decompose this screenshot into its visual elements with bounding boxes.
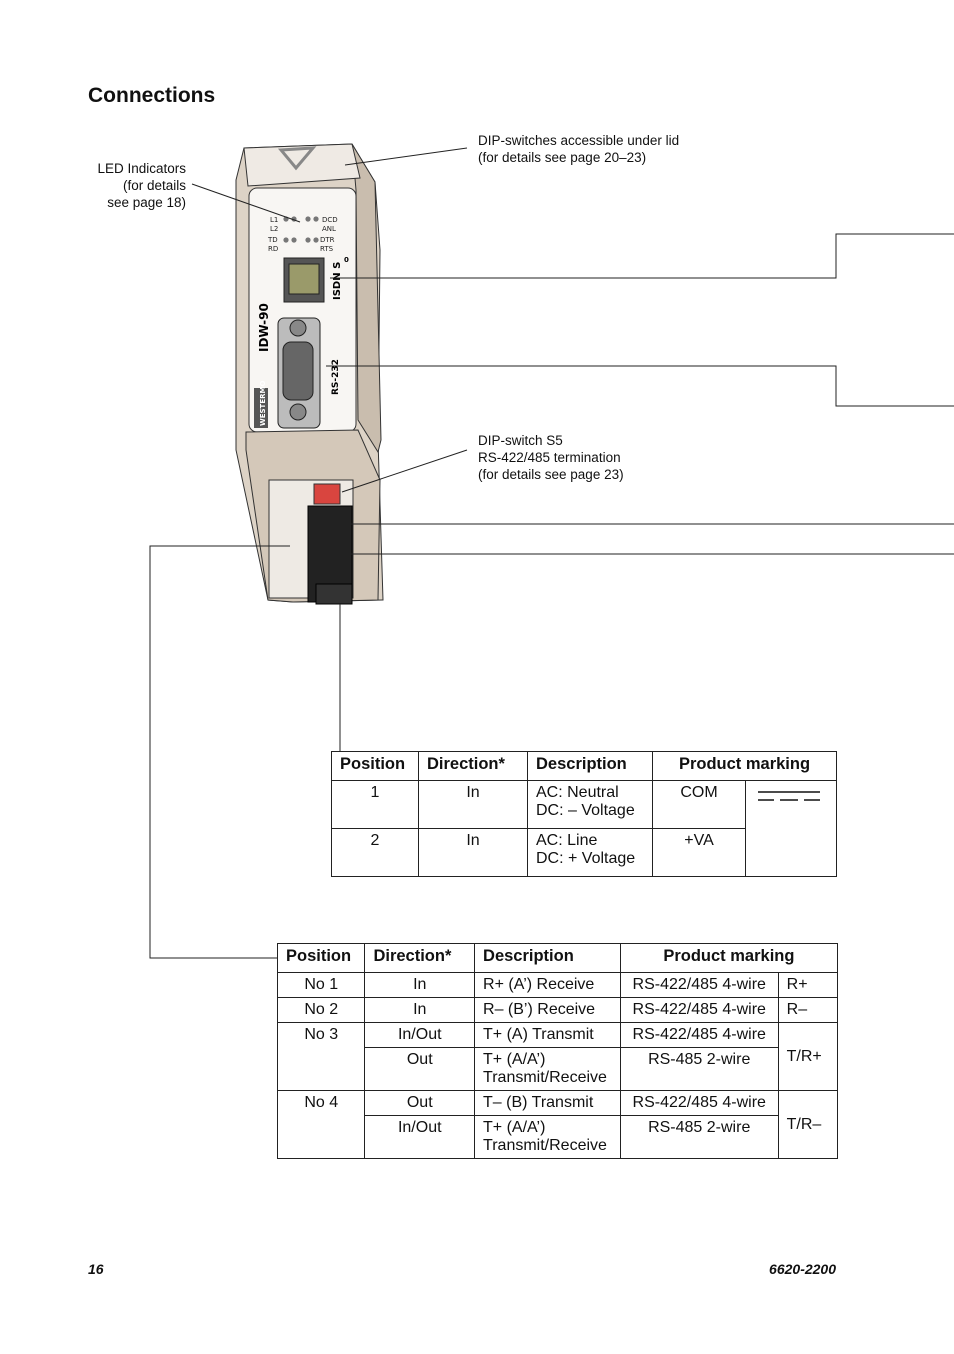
cell-direction: In: [365, 998, 475, 1023]
led-indicators-callout: LED Indicators (for details see page 18): [97, 161, 186, 210]
cell-symbol: T/R–: [778, 1091, 837, 1159]
cell-description: AC: Line DC: + Voltage: [528, 829, 653, 877]
col-header-description: Description: [528, 752, 653, 781]
col-header-direction: Direction*: [419, 752, 528, 781]
col-header-position: Position: [278, 944, 365, 973]
isdn-label: ISDN S: [332, 261, 343, 300]
cell-direction: Out: [365, 1091, 475, 1116]
table-header-row: [278, 944, 838, 973]
cell-description: T+ (A/A’) Transmit/Receive: [475, 1116, 621, 1159]
cell-marking: RS-485 2-wire: [620, 1116, 778, 1159]
cell-description: T+ (A/A’) Transmit/Receive: [475, 1048, 621, 1091]
table-row: [278, 998, 838, 1023]
led-label-dtr: DTR: [320, 236, 335, 244]
led-label-rts: RTS: [320, 245, 334, 253]
page-number: 16: [88, 1261, 104, 1277]
col-header-marking: Product marking: [620, 944, 837, 973]
isdn-port: [284, 256, 349, 302]
cell-symbol: R–: [778, 998, 837, 1023]
cell-marking: RS-422/485 4-wire: [620, 998, 778, 1023]
table-row: [278, 1091, 838, 1116]
cell-direction: In: [419, 829, 528, 877]
cell-description: R+ (A’) Receive: [475, 973, 621, 998]
cell-direction: In/Out: [365, 1023, 475, 1048]
table-row: [332, 781, 837, 829]
cell-symbol: R+: [778, 973, 837, 998]
cell-marking: RS-422/485 4-wire: [620, 973, 778, 998]
led-label-l2: L2: [270, 225, 279, 233]
table-row: [278, 1023, 838, 1048]
led-label-td: TD: [268, 236, 278, 244]
dip-switches-lid-callout: DIP-switches accessible under lid (for details see page 20–23): [478, 133, 680, 165]
cell-description: R– (B’) Receive: [475, 998, 621, 1023]
cell-marking: +VA: [653, 829, 746, 877]
cell-direction: Out: [365, 1048, 475, 1091]
cell-position: No 4: [278, 1091, 365, 1159]
led-label-rd: RD: [268, 245, 279, 253]
cell-description: T+ (A) Transmit: [475, 1023, 621, 1048]
cell-symbol: T/R+: [778, 1023, 837, 1091]
cell-position: 1: [332, 781, 419, 829]
cell-position: No 1: [278, 973, 365, 998]
dc-symbol-icon: [754, 784, 824, 814]
col-header-direction: Direction*: [365, 944, 475, 973]
led-label-l1: L1: [270, 216, 279, 224]
power-connections-table: [331, 751, 837, 877]
table-row: [278, 973, 838, 998]
rs232-label: RS-232: [331, 359, 341, 395]
brand-label: WESTERMO: [259, 380, 267, 426]
cell-marking: RS-422/485 4-wire: [620, 1023, 778, 1048]
led-label-anl: ANL: [322, 225, 336, 233]
col-header-description: Description: [475, 944, 621, 973]
document-number: 6620-2200: [769, 1261, 836, 1277]
cell-description: AC: Neutral DC: – Voltage: [528, 781, 653, 829]
rs485-connections-table: [277, 943, 838, 1159]
isdn-sub-label: 0: [344, 256, 349, 264]
dip-switch-s5-callout: DIP-switch S5 RS-422/485 termination (for details see page 23): [478, 433, 624, 482]
model-label: IDW-90: [257, 303, 271, 352]
cell-position: No 3: [278, 1023, 365, 1091]
cell-marking: COM: [653, 781, 746, 829]
col-header-marking: Product marking: [653, 752, 837, 781]
cell-direction: In: [365, 973, 475, 998]
page-title: Connections: [88, 84, 216, 107]
cell-marking: RS-485 2-wire: [620, 1048, 778, 1091]
cell-position: 2: [332, 829, 419, 877]
led-label-dcd: DCD: [322, 216, 338, 224]
col-header-position: Position: [332, 752, 419, 781]
cell-description: T– (B) Transmit: [475, 1091, 621, 1116]
cell-direction: In/Out: [365, 1116, 475, 1159]
cell-marking: RS-422/485 4-wire: [620, 1091, 778, 1116]
table-header-row: [332, 752, 837, 781]
cell-position: No 2: [278, 998, 365, 1023]
dc-symbol-cell: [746, 781, 837, 877]
cell-direction: In: [419, 781, 528, 829]
